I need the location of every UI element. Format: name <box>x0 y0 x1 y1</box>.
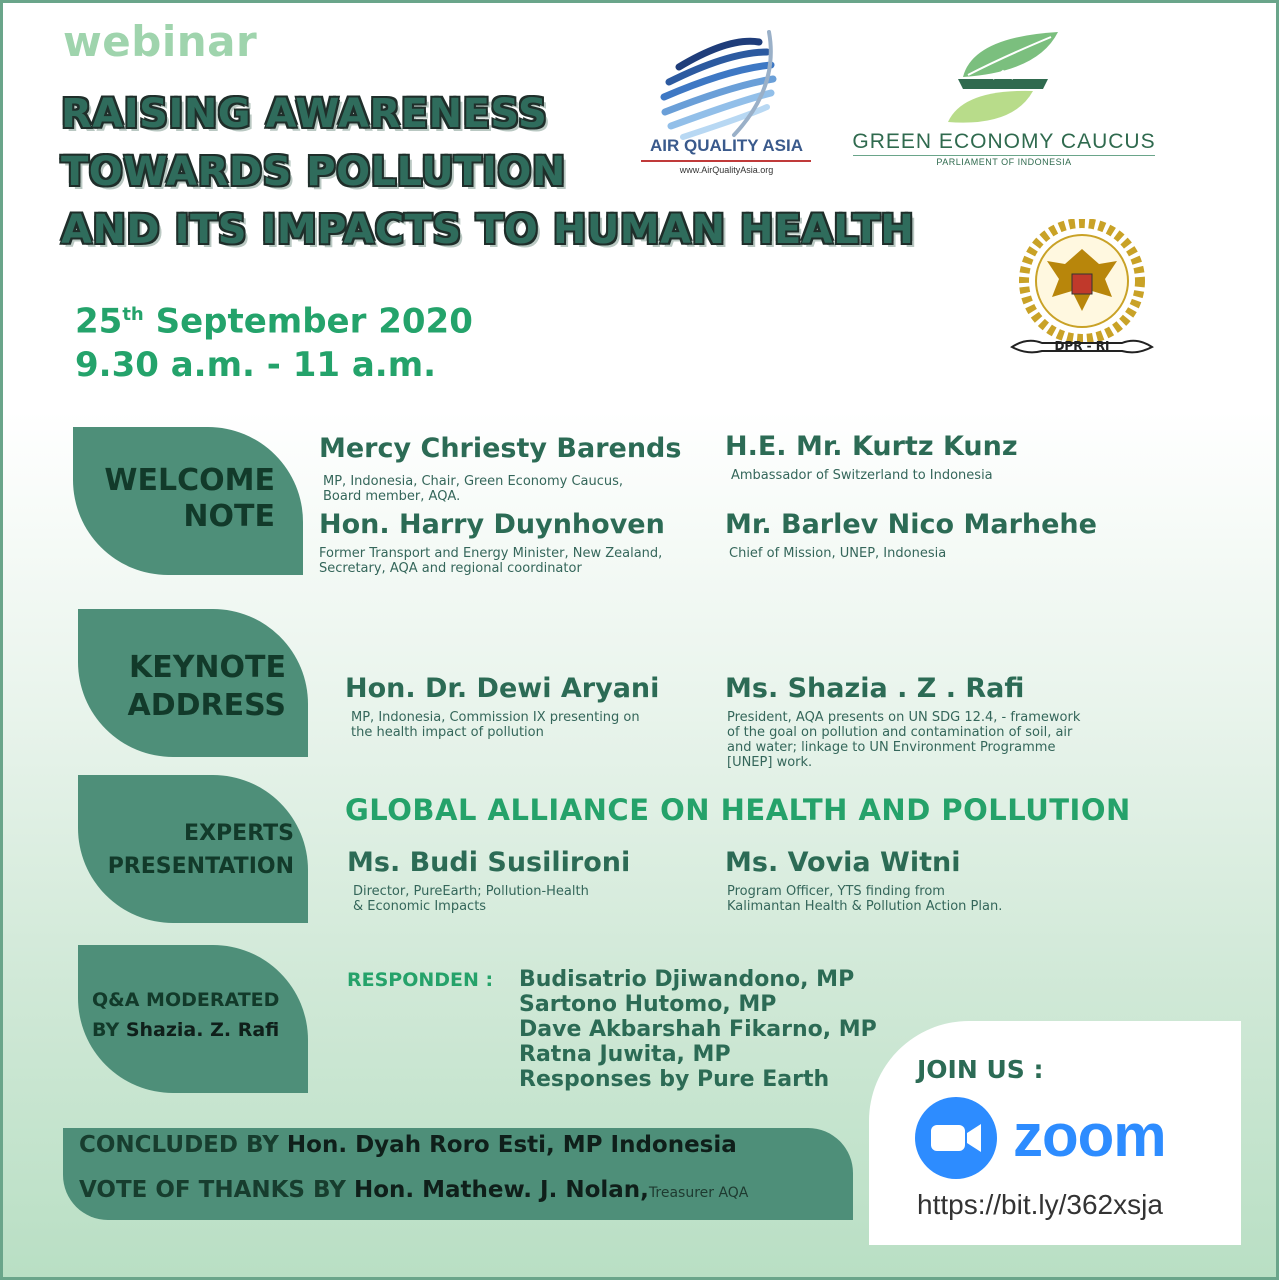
welcome-speaker-1 <box>319 433 681 504</box>
speaker-name: Mr. Barlev Nico Marhehe <box>725 509 1097 540</box>
gec-name: GREEN ECONOMY CAUCUS <box>852 130 1156 153</box>
list-item: Responses by Pure Earth <box>519 1067 830 1092</box>
zoom-wordmark[interactable]: zoom <box>1013 1102 1166 1169</box>
welcome-speaker-4 <box>725 509 1097 561</box>
speaker-desc: Director, PureEarth; Pollution-Health & Economic Impacts <box>353 884 589 914</box>
moderator-name: Shazia. Z. Rafi <box>125 1019 280 1041</box>
title-line-2: TOWARDS POLLUTION <box>61 149 566 195</box>
speaker-name: H.E. Mr. Kurtz Kunz <box>725 431 1018 462</box>
welcome-note-tab <box>73 427 303 575</box>
aqa-url: www.AirQualityAsia.org <box>679 165 774 175</box>
keynote-address-tab <box>78 609 308 757</box>
speaker-name: Ms. Shazia . Z . Rafi <box>725 673 1025 704</box>
qa-moderated-tab <box>78 945 308 1093</box>
vote-of-thanks-line: VOTE OF THANKS BY Hon. Mathew. J. Nolan,Treasurer AQA <box>79 1177 749 1203</box>
qa-moderated-label: Q&A MODERATED BY Shazia. Z. Rafi <box>92 989 280 1041</box>
experts-presentation-tab <box>78 775 308 923</box>
speaker-desc: Program Officer, YTS finding from Kalimantan Health & Pollution Action Plan. <box>727 884 1003 914</box>
event-date-time <box>75 293 473 387</box>
speaker-desc: Ambassador of Switzerland to Indonesia <box>731 468 993 483</box>
dpr-ri-text: DPR - RI <box>1054 339 1110 353</box>
title-line-3: AND ITS IMPACTS TO HUMAN HEALTH <box>61 207 915 253</box>
keynote-speaker-2 <box>725 673 1080 770</box>
list-item: Ratna Juwita, MP <box>519 1042 731 1067</box>
experts-presentation-label: EXPERTS PRESENTATION <box>107 821 294 879</box>
speaker-name: Hon. Harry Duynhoven <box>319 509 665 540</box>
speaker-name: Hon. Dr. Dewi Aryani <box>345 673 660 704</box>
zoom-link[interactable]: https://bit.ly/362xsja <box>917 1189 1163 1220</box>
title-line-1: RAISING AWARENESS <box>61 91 548 137</box>
event-time: 9.30 a.m. - 11 a.m. <box>75 345 437 386</box>
gec-subtitle: PARLIAMENT OF INDONESIA <box>936 157 1072 167</box>
list-item: Budisatrio Djiwandono, MP <box>519 967 855 992</box>
expert-speaker-2 <box>725 847 1002 914</box>
welcome-speaker-3 <box>319 509 665 576</box>
keynote-speaker-1 <box>345 673 659 740</box>
speaker-desc: Chief of Mission, UNEP, Indonesia <box>729 546 947 561</box>
welcome-note-label: WELCOME NOTE <box>104 463 275 534</box>
speaker-name: Ms. Budi Susilironi <box>347 847 631 878</box>
list-item: Sartono Hutomo, MP <box>519 992 777 1017</box>
speaker-name: Ms. Vovia Witni <box>725 847 961 878</box>
expert-speaker-1 <box>347 847 630 914</box>
webinar-label: webinar <box>63 17 258 66</box>
green-economy-caucus-logo <box>933 27 1073 137</box>
speaker-desc: President, AQA presents on UN SDG 12.4, - framework of the goal on pollution and contamination of soil, air and water; linkage to UN Environment Programme [UNEP] work. <box>727 710 1081 770</box>
zoom-camera-icon[interactable] <box>915 1097 997 1179</box>
speaker-name: Mercy Chriesty Barends <box>319 433 682 464</box>
aqa-name: AIR QUALITY ASIA <box>649 136 803 155</box>
speaker-desc: MP, Indonesia, Chair, Green Economy Caucus, Board member, AQA. <box>323 474 624 504</box>
dpr-ri-emblem <box>1007 219 1157 361</box>
concluded-by-line: CONCLUDED BY Hon. Dyah Roro Esti, MP Indonesia <box>79 1132 737 1158</box>
speaker-desc: Former Transport and Energy Minister, New Zealand, Secretary, AQA and regional coordinator <box>319 546 663 576</box>
speaker-desc: MP, Indonesia, Commission IX presenting on the health impact of pollution <box>351 710 640 740</box>
responden-list <box>519 967 877 1092</box>
aqa-divider <box>641 160 811 162</box>
join-us-label: JOIN US : <box>917 1055 1044 1084</box>
event-date: 25th September 2020 <box>75 301 473 342</box>
gec-divider <box>853 155 1155 156</box>
keynote-address-label: KEYNOTE ADDRESS <box>127 650 286 723</box>
global-alliance-heading: GLOBAL ALLIANCE ON HEALTH AND POLLUTION <box>345 793 1131 827</box>
responden-label: RESPONDEN : <box>347 969 494 991</box>
welcome-speaker-2 <box>725 431 1018 483</box>
list-item: Dave Akbarshah Fikarno, MP <box>519 1017 877 1042</box>
